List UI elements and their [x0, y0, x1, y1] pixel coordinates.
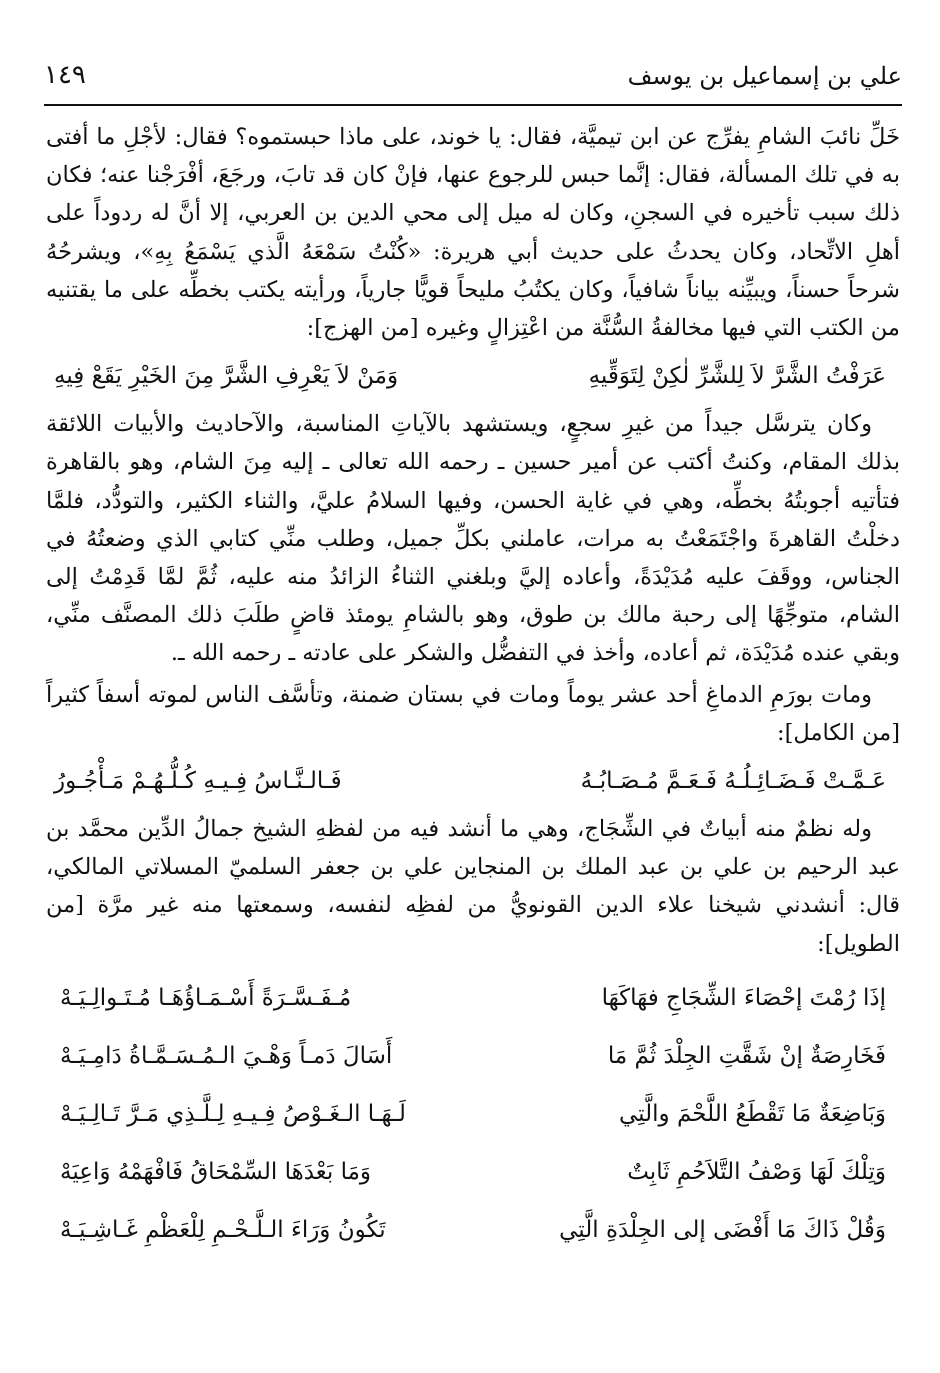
- verse-hazaj: [46, 347, 900, 405]
- poem-shijaj: [46, 969, 900, 1259]
- page-body: [46, 118, 900, 1259]
- poem-line: [46, 1027, 900, 1085]
- poem-hemistich-left: مُـفَـسَّـرَةً أَسْـمَـاؤُهَـا مُـتَـوالِـيَـهْ: [60, 984, 352, 1011]
- poem-hemistich-left: تَكُونُ وَرَاءَ الـلَّـحْـمِ لِلْعَظْمِ غَـاشِـيَـهْ: [60, 1216, 386, 1243]
- poem-hemistich-right: وَقُلْ ذَاكَ مَا أَفْضَى إلى الجِلْدَةِ الَّتِي: [559, 1216, 886, 1243]
- paragraph-1: خَلِّ نائبَ الشامِ يفرِّج عن ابن تيميَّة، فقال: يا خوند، على ماذا حبستموه؟ فقال: لأجْلِ ما أفتى به في تلك المسألة، فقال: إنَّما حبس للرجوع عنها، فإنْ كان قد تابَ، ورجَعَ، أفْرَجْنا عنه؛ فكان ذلك سبب تأخيره في السجنِ، وكان له ميل إلى محي الدين بن العربي، إلا أنَّ له ردوداً على أهلِ الاتِّحاد، وكان يحدثُ على حديث أبي هريرة: «كُنْتُ سَمْعَهُ الَّذي يَسْمَعُ بِهِ»، ويشرحُهُ شرحاً حسناً، ويبيِّنه بياناً شافياً، وكان يكتُبُ مليحاً قويًّا جارياً، ورأيته يكتب بخطِّه على ما يقتنيه من الكتب التي فيها مخالفةُ السُّنَّة من اعْتِزالٍ وغيره [من الهزج]:: [46, 124, 900, 342]
- paragraph-3: ومات بورَمِ الدماغِ أحد عشر يوماً ومات في بستان ضمنة، وتأسَّف الناس لموته أسفاً كثيراً [من الكامل]:: [46, 681, 900, 746]
- poem-line: [46, 1085, 900, 1143]
- verse-hemistich-left: فَـالـنَّـاسُ فِـيـهِ كُـلُّـهُـمْ مَـأْجُـورُ: [54, 768, 342, 795]
- page-number: ١٤٩: [44, 60, 86, 90]
- poem-hemistich-left: وَمَا بَعْدَهَا السِّمْحَاقُ فَافْهَمْهُ وَاعِيَهْ: [60, 1158, 372, 1185]
- header-rule: [44, 104, 902, 106]
- poem-hemistich-right: فَخَارِصَةٌ إنْ شَقَّتِ الجِلْدَ ثُمَّ مَا: [607, 1042, 886, 1069]
- poem-hemistich-left: لَـهَـا الـغَـوْصُ فِـيـهِ لِـلَّـذِي مَـرَّ تَـالِـيَـهْ: [60, 1100, 406, 1127]
- poem-line: [46, 1143, 900, 1201]
- poem-hemistich-right: وَتِلْكَ لَهَا وَصْفُ التَّلاَحُمِ ثَابِتٌ: [627, 1158, 886, 1185]
- poem-line: [46, 1201, 900, 1259]
- poem-hemistich-right: إذَا رُمْتَ إحْصَاءَ الشِّجَاجِ فهَاكَهَا: [601, 984, 886, 1011]
- verse-hemistich-right: عَرَفْتُ الشَّرَّ لاَ لِلشَّرِّ لٰكِنْ لِتَوَقِّيهِ: [588, 363, 886, 390]
- poem-line: [46, 969, 900, 1027]
- verse-hemistich-left: وَمَنْ لاَ يَعْرِفِ الشَّرَّ مِنَ الخَيْرِ يَقَعْ فِيهِ: [54, 363, 399, 390]
- poem-hemistich-right: وَبَاضِعَةٌ مَا تَقْطَعُ اللَّحْمَ والَّتِي: [619, 1100, 886, 1127]
- poem-hemistich-left: أَسَالَ دَمـاً وَهْـيَ الـمُـسَـمَّـاةُ دَامِـيَـهْ: [60, 1042, 393, 1069]
- paragraph-4: وله نظمٌ منه أبياتٌ في الشِّجَاج، وهي ما أنشد فيه من لفظهِ الشيخ جمالُ الدِّين محمَّد بن عبد الرحيم بن علي بن عبد الملك بن المنجاين علي بن جعفر السلميّ المسلاتي المالكي، قال: أنشدني شيخنا علاء الدين القونويُّ من لفظِه لنفسه، وسمعتها منه غير مرَّة [من الطويل]:: [46, 816, 900, 957]
- verse-kamil: [46, 752, 900, 810]
- page-header: [44, 56, 902, 100]
- running-title: علي بن إسماعيل بن يوسف: [627, 62, 902, 90]
- paragraph-2: وكان يترسَّل جيداً من غيرِ سجعٍ، ويستشهد بالآياتِ المناسبة، والآحاديث والأبيات اللائقة بذلك المقام، وكنتُ أكتب عن أمير حسين ـ رحمه الله تعالى ـ إليه مِنَ الشام، وهو بالقاهرة فتأتيه أجوبتُهُ بخطِّه، وهي في غاية الحسن، وفيها السلامُ عليَّ، والثناء الكثير، والتودُّد، فلمَّا دخلْتُ القاهرةَ واجْتَمَعْتُ به مرات، عاملني بكلِّ جميل، وطلب منِّي كتابي الذي وضعتُهُ في الجناس، ووقَفَ عليه مُدَيْدَةً، وأعاده إليَّ وبلغني الثناءُ الزائدُ منه عليه، ثُمَّ لمَّا قَدِمْتُ إلى الشام، متوجِّهًا إلى رحبة مالك بن طوق، وهو بالشامِ يومئذ قاضٍ طلَبَ ذلك المصنَّف منِّي، وبقي عنده مُدَيْدَة، ثم أعاده، وأخذ في التفضُّل والشكر على عادته ـ رحمه الله ـ.: [46, 411, 900, 667]
- verse-hemistich-right: عَـمَّـتْ فَـضَـائِـلُـهُ فَـعَـمَّ مُـصَـابُـهُ: [580, 768, 886, 795]
